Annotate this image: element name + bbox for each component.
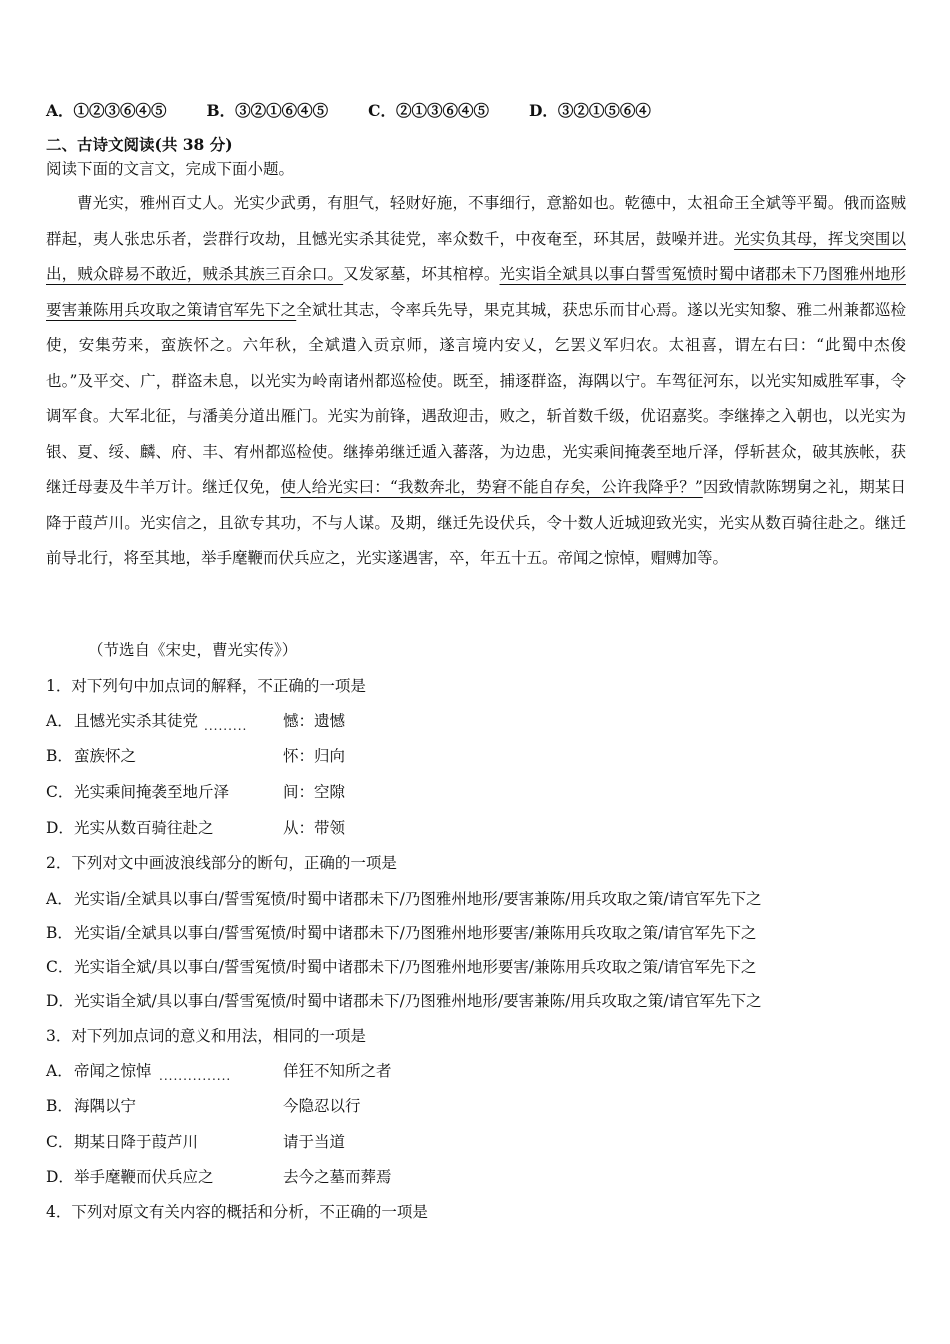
- passage-text-1: 曹光实，雅州百丈人。光实少武勇，有胆气，轻财好施，不事细行，意豁如也。乾德中，太祖命王全斌等平蜀。俄而盗贼群起，夷人张忠乐者，尝群行攻劫，且憾光实杀其徒党，率众数千，中夜奄至，环其居，鼓噪并进。: [46, 194, 906, 248]
- option-label: D．: [46, 992, 74, 1010]
- option-label: B．: [46, 747, 73, 765]
- option-text: 光实诣/全斌具以事白/誓雪冤愤/时蜀中诸郡未下/乃图雅州地形要害/兼陈用兵攻取之策/请官军先下之: [74, 924, 757, 942]
- option-a[interactable]: A．①②③⑥④⑤: [46, 101, 167, 120]
- q3-option-d[interactable]: [46, 1165, 392, 1187]
- q1-option-a[interactable]: [46, 709, 345, 731]
- question-3-stem: 3．对下列加点词的意义和用法，相同的一项是: [46, 1027, 366, 1045]
- q2-option-c[interactable]: [46, 955, 756, 977]
- option-c[interactable]: C．②①③⑥④⑤: [368, 101, 489, 120]
- option-text: 光实诣/全斌具以事白/誓雪冤愤/时蜀中诸郡未下/乃图雅州地形/要害兼陈/用兵攻取之策/请官军先下之: [74, 890, 762, 908]
- passage-paragraph: [46, 186, 906, 577]
- q3-option-b[interactable]: [46, 1094, 361, 1116]
- option-gloss: 憾：遗憾: [283, 712, 346, 730]
- option-b[interactable]: B．③②①⑥④⑤: [206, 101, 329, 120]
- q1-option-b[interactable]: [46, 744, 345, 766]
- section-instruction: 阅读下面的文言文，完成下面小题。: [46, 160, 295, 178]
- option-text: 光实诣全斌/具以事白/誓雪冤愤/时蜀中诸郡未下/乃图雅州地形要害/兼陈用兵攻取之策/请官军先下之: [74, 958, 757, 976]
- option-text: 帝闻之惊悼: [74, 1062, 152, 1080]
- option-gloss: 请于当道: [283, 1133, 346, 1151]
- q2-option-a[interactable]: [46, 887, 762, 909]
- section-title: 二、古诗文阅读(共 38 分): [46, 135, 233, 154]
- question-2-stem: 2．下列对文中画波浪线部分的断句，正确的一项是: [46, 854, 397, 872]
- passage-text-2: 又发冢墓，坏其棺椁。: [343, 265, 500, 283]
- option-label: A．: [46, 890, 73, 908]
- option-text: 海隅以宁: [74, 1097, 137, 1115]
- option-text: 举手麾鞭而伏兵应之: [74, 1168, 214, 1186]
- q1-option-c[interactable]: [46, 780, 345, 802]
- option-label: C．: [46, 1133, 74, 1151]
- question-4-stem: 4．下列对原文有关内容的概括和分析，不正确的一项是: [46, 1203, 428, 1221]
- option-gloss: 佯狂不知所之者: [283, 1062, 392, 1080]
- wavy-line-sentence: 光实诣全斌具以事白誓雪冤愤时蜀中诸郡未下乃图雅州地形要害兼陈用兵攻取之策请官军先下之: [46, 265, 906, 319]
- option-text: 蛮族怀之: [74, 747, 137, 765]
- emphasis-dots: .........: [204, 719, 248, 733]
- option-gloss: 间：空隙: [283, 783, 346, 801]
- emphasis-dots: ...............: [159, 1069, 232, 1083]
- option-text: 期某日降于葭芦川: [74, 1133, 199, 1151]
- option-label: D．: [46, 819, 74, 837]
- passage-text-3: 全斌壮其志，令率兵先导，果克其城，获忠乐而甘心焉。遂以光实知黎、雅二州兼都巡检使，安集劳来，蛮族怀之。六年秋，全斌遣入贡京师，遂言境内安乂，乞罢义军归农。太祖喜，谓左右曰：“此蜀中杰俊也。”及平交、广，群盗未息，以光实为岭南诸州都巡检使。既至，捕逐群盗，海隅以宁。车驾征河东，以光实知威胜军事，令调军食。大军北征，与潘美分道出雁门。光实为前锋，遇敌迎击，败之，斩首数千级，优诏嘉奖。李继捧之入朝也，以光实为银、夏、绥、麟、府、丰、宥州都巡检使。继捧弟继迁遁入蕃落，为边患，光实乘间掩袭至地斤泽，俘斩甚众，破其族帐，获继迁母妻及牛羊万计。继迁仅免，: [46, 300, 906, 496]
- q2-option-b[interactable]: [46, 921, 756, 943]
- option-label: D．: [46, 1168, 74, 1186]
- q3-option-a[interactable]: [46, 1059, 392, 1081]
- option-gloss: 去今之墓而葬焉: [283, 1168, 392, 1186]
- q2-option-d[interactable]: [46, 989, 762, 1011]
- question-1-stem: 1．对下列句中加点词的解释，不正确的一项是: [46, 677, 366, 695]
- passage-source: （节选自《宋史，曹光实传》）: [88, 641, 298, 659]
- option-text: 光实乘间掩袭至地斤泽: [74, 783, 230, 801]
- q1-option-d[interactable]: [46, 816, 345, 838]
- option-gloss: 怀：归向: [283, 747, 346, 765]
- option-gloss: 今隐忍以行: [283, 1097, 361, 1115]
- underlined-sentence-1: 光实负其母，挥戈突围以出，贼众辟易不敢近，贼杀其族三百余口。: [46, 229, 906, 283]
- option-text: 光实从数百骑往赴之: [74, 819, 214, 837]
- option-text: 光实诣全斌/具以事白/誓雪冤愤/时蜀中诸郡未下/乃图雅州地形/要害兼陈/用兵攻取之策/请官军先下之: [74, 992, 762, 1010]
- option-gloss: 从：带领: [283, 819, 346, 837]
- option-d[interactable]: D．③②①⑤⑥④: [528, 101, 651, 120]
- option-label: C．: [46, 783, 74, 801]
- option-label: B．: [46, 1097, 73, 1115]
- underlined-sentence-2: 使人给光实曰：“我数奔北，势窘不能自存矣，公许我降乎？”: [280, 478, 703, 496]
- option-label: C．: [46, 958, 74, 976]
- option-label: A．: [46, 1062, 73, 1080]
- option-text: 且憾光实杀其徒党: [74, 712, 199, 730]
- q3-option-c[interactable]: [46, 1130, 345, 1152]
- option-label: A．: [46, 712, 73, 730]
- option-label: B．: [46, 924, 73, 942]
- passage-text-4: 因致情款陈甥舅之礼，期某日降于葭芦川。光实信之，且欲专其功，不与人谋。及期，继迁先设伏兵，令十数人近城迎致光实，光实从数百骑往赴之。继迁前导北行，将至其地，举手麾鞭而伏兵应之，光实遂遇害，卒，年五十五。帝闻之惊悼，赗赙加等。: [46, 478, 906, 567]
- mc-options-row: [46, 100, 651, 122]
